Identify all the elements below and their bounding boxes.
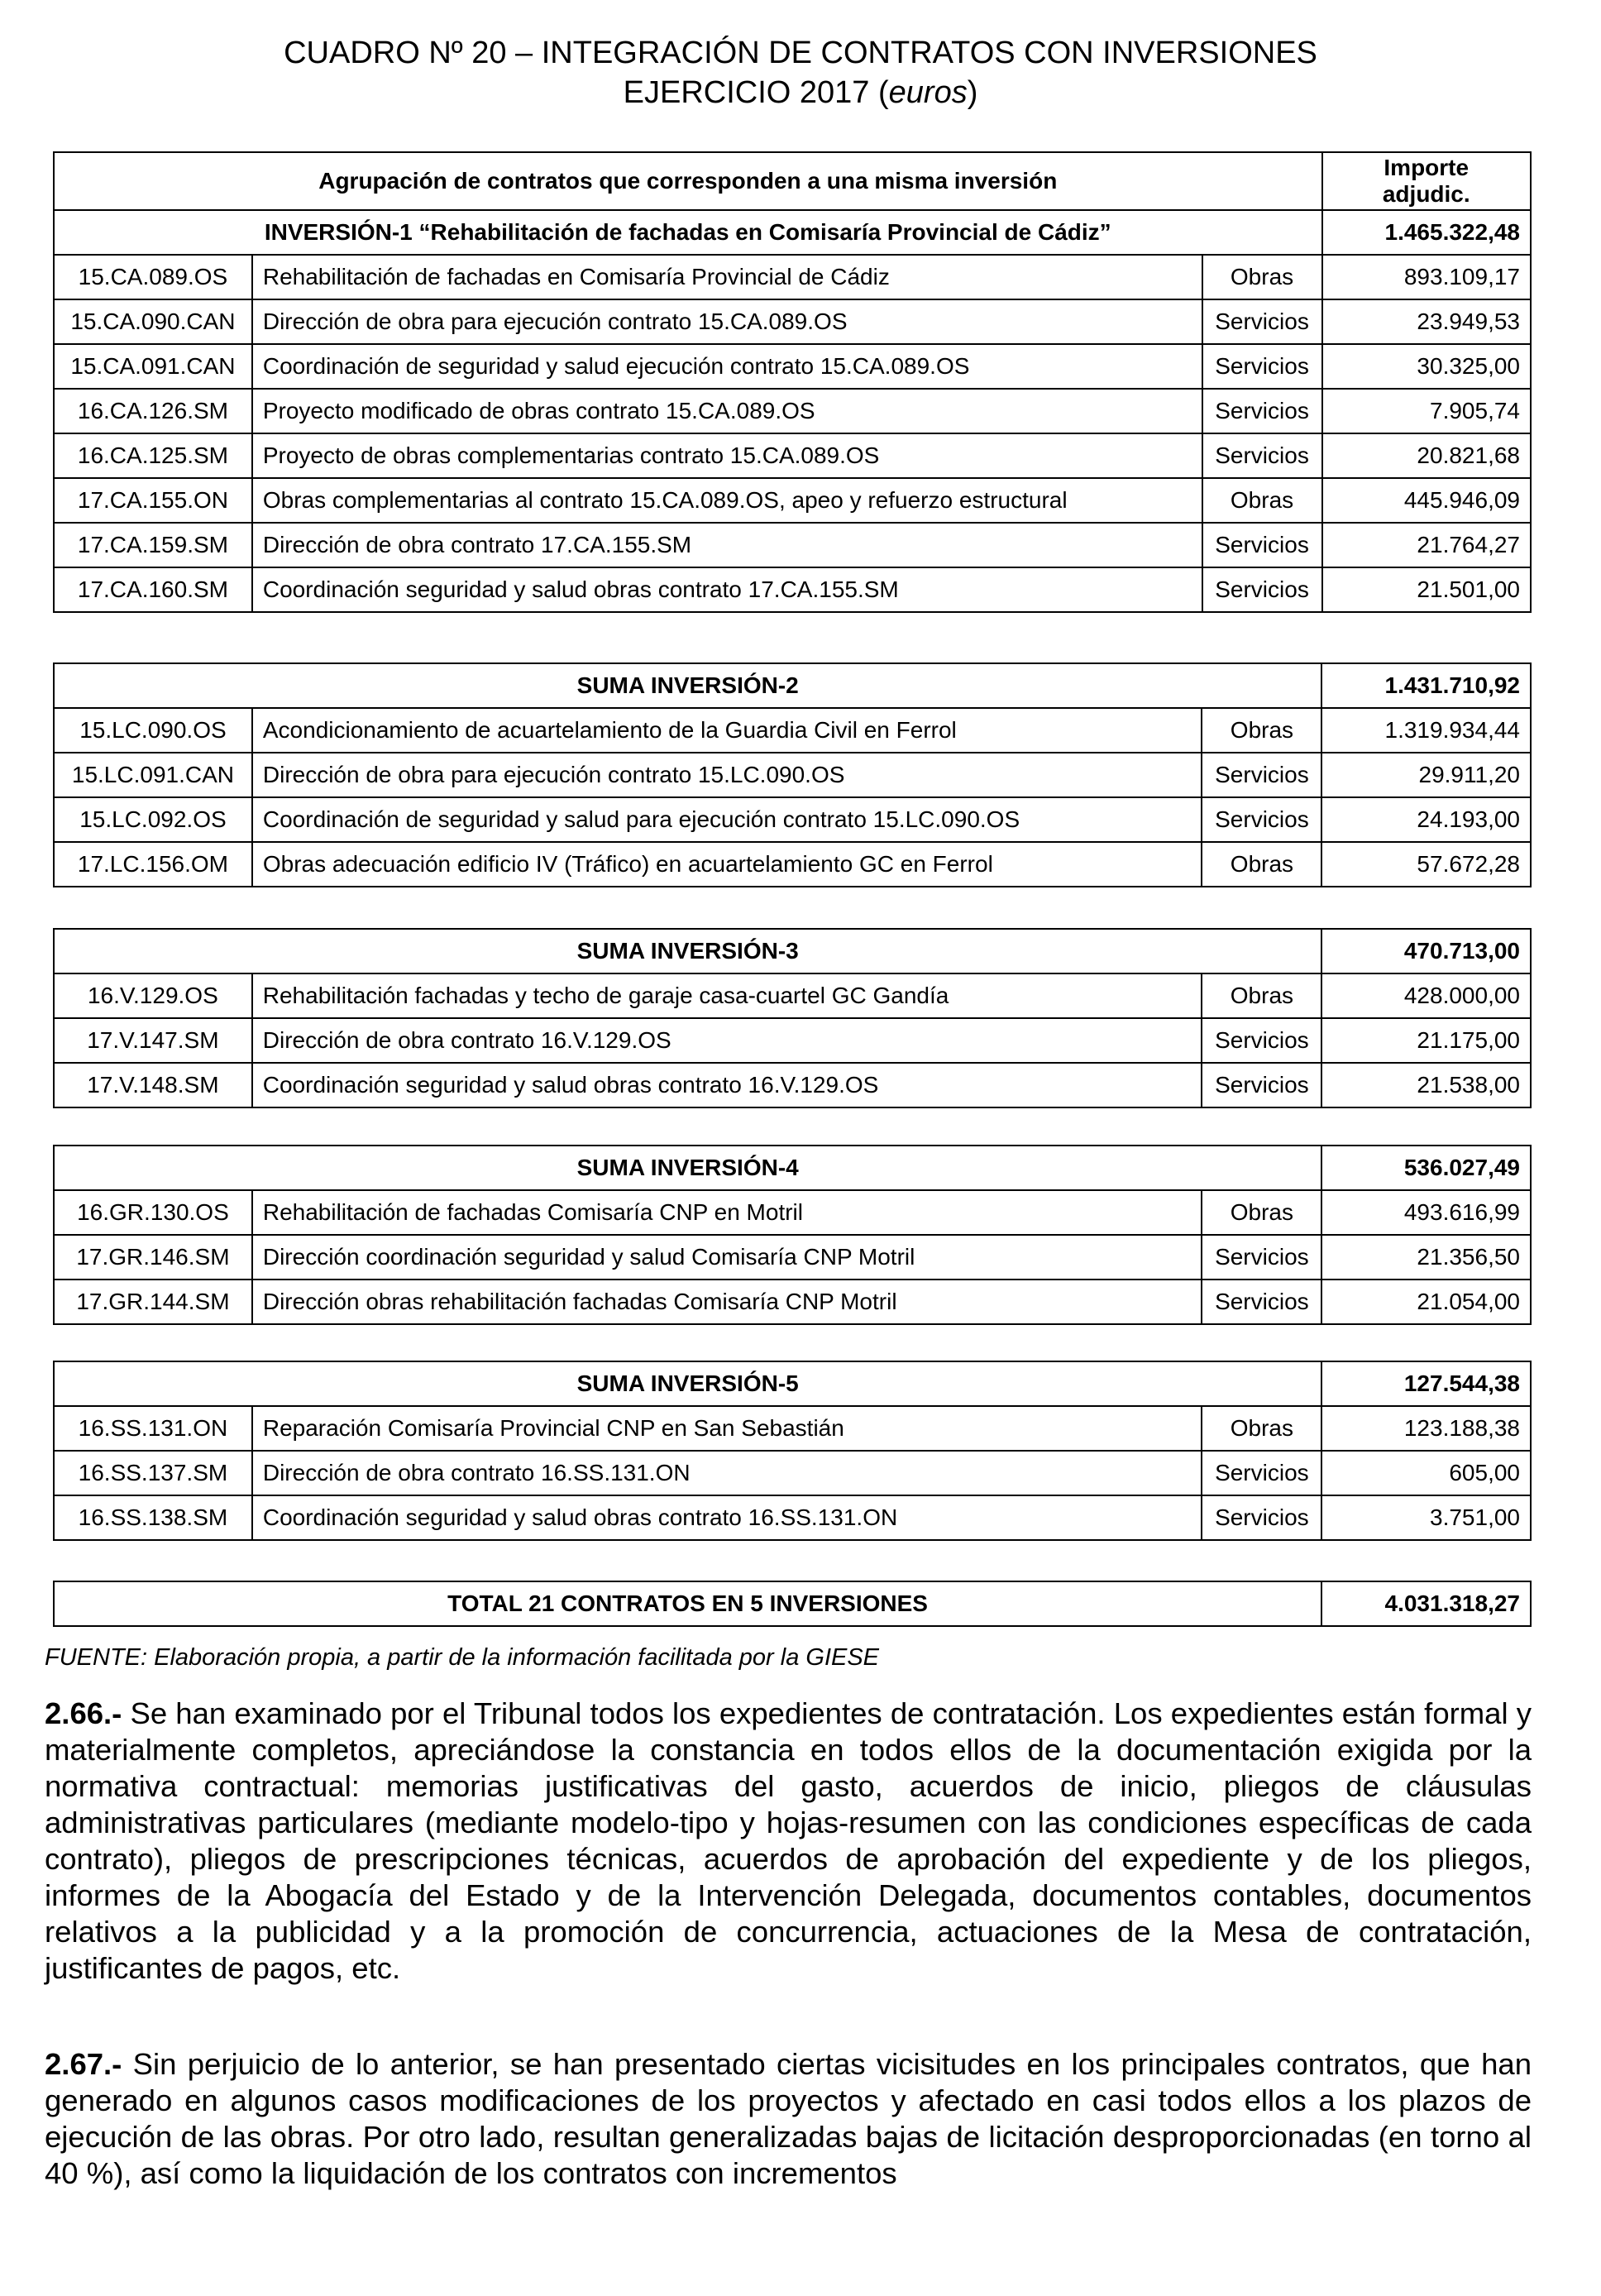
table-row [54,433,1531,478]
contract-code: 17.LC.156.OM [54,842,252,887]
group-total-row [54,929,1531,973]
title-line-2-italic: euros [888,75,968,110]
contract-code: 16.SS.131.ON [54,1406,252,1451]
contract-description: Coordinación de seguridad y salud para ejecución contrato 15.LC.090.OS [252,797,1202,842]
contract-description: Obras complementarias al contrato 15.CA.089.OS, apeo y refuerzo estructural [252,478,1202,523]
contract-code: 17.V.148.SM [54,1063,252,1107]
contract-amount: 21.501,00 [1322,567,1531,612]
group-total: 127.544,38 [1321,1361,1531,1406]
table-row [54,1190,1531,1235]
title-line-2 [0,73,1601,112]
table-row [54,842,1531,887]
contract-amount: 24.193,00 [1321,797,1531,842]
contract-code: 17.V.147.SM [54,1018,252,1063]
group-label: SUMA INVERSIÓN-4 [54,1146,1321,1190]
grand-total-row [54,1581,1531,1626]
contract-description: Dirección de obra para ejecución contrato 15.CA.089.OS [252,299,1202,344]
table-row [54,299,1531,344]
table-row [54,567,1531,612]
contract-amount: 23.949,53 [1322,299,1531,344]
title-line-2-prefix: EJERCICIO 2017 ( [623,75,889,110]
table-row [54,1406,1531,1451]
table-header-amount [1322,152,1531,210]
contract-description: Rehabilitación de fachadas Comisaría CNP en Motril [252,1190,1202,1235]
contract-type: Servicios [1202,1063,1321,1107]
contract-amount: 123.188,38 [1321,1406,1531,1451]
contract-amount: 21.175,00 [1321,1018,1531,1063]
contract-code: 16.CA.125.SM [54,433,252,478]
contract-description: Proyecto modificado de obras contrato 15.CA.089.OS [252,389,1202,433]
paragraph-2-66 [45,1696,1532,1987]
group-label: SUMA INVERSIÓN-5 [54,1361,1321,1406]
table-header-amount-line-1: Importe [1384,155,1470,180]
table-row [54,797,1531,842]
document-title [0,33,1601,112]
contract-description: Rehabilitación fachadas y techo de garaje casa-cuartel GC Gandía [252,973,1202,1018]
contract-description: Proyecto de obras complementarias contrato 15.CA.089.OS [252,433,1202,478]
contract-amount: 29.911,20 [1321,753,1531,797]
contract-code: 16.SS.138.SM [54,1495,252,1540]
group-total-row [54,1361,1531,1406]
table-row [54,708,1531,753]
contract-description: Reparación Comisaría Provincial CNP en San Sebastián [252,1406,1202,1451]
contract-description: Dirección obras rehabilitación fachadas Comisaría CNP Motril [252,1280,1202,1324]
contract-code: 17.GR.146.SM [54,1235,252,1280]
contract-amount: 30.325,00 [1322,344,1531,389]
table-header-amount-line-2: adjudic. [1382,181,1470,207]
table-row [54,255,1531,299]
contract-code: 15.LC.092.OS [54,797,252,842]
contract-amount: 20.821,68 [1322,433,1531,478]
table-row [54,523,1531,567]
contract-code: 16.SS.137.SM [54,1451,252,1495]
contract-description: Rehabilitación de fachadas en Comisaría Provincial de Cádiz [252,255,1202,299]
contract-code: 17.CA.159.SM [54,523,252,567]
contract-amount: 21.764,27 [1322,523,1531,567]
contract-amount: 7.905,74 [1322,389,1531,433]
contract-type: Obras [1202,842,1321,887]
grand-total-label: TOTAL 21 CONTRATOS EN 5 INVERSIONES [54,1581,1321,1626]
table-row [54,1063,1531,1107]
contract-type: Obras [1202,1190,1321,1235]
table-row [54,389,1531,433]
contract-code: 15.LC.091.CAN [54,753,252,797]
paragraph-2-67 [45,2046,1532,2192]
contract-type: Servicios [1202,753,1321,797]
contract-code: 15.CA.091.CAN [54,344,252,389]
group-total-row [54,1146,1531,1190]
contract-type: Servicios [1202,567,1322,612]
contract-description: Dirección de obra contrato 17.CA.155.SM [252,523,1202,567]
contract-type: Servicios [1202,1235,1321,1280]
contract-description: Coordinación seguridad y salud obras contrato 16.V.129.OS [252,1063,1202,1107]
group-total-row [54,663,1531,708]
contract-code: 16.CA.126.SM [54,389,252,433]
group-total: 470.713,00 [1321,929,1531,973]
table-header-row [54,152,1531,210]
contract-amount: 893.109,17 [1322,255,1531,299]
group-label: SUMA INVERSIÓN-2 [54,663,1321,708]
contract-type: Servicios [1202,1018,1321,1063]
contract-type: Obras [1202,973,1321,1018]
paragraph-number: 2.66.- [45,1696,122,1730]
contract-code: 16.V.129.OS [54,973,252,1018]
group-total-row [54,210,1531,255]
contract-code: 16.GR.130.OS [54,1190,252,1235]
contract-amount: 445.946,09 [1322,478,1531,523]
contract-type: Servicios [1202,299,1322,344]
contract-description: Dirección coordinación seguridad y salud Comisaría CNP Motril [252,1235,1202,1280]
table-row [54,478,1531,523]
contract-type: Servicios [1202,1451,1321,1495]
contract-type: Obras [1202,708,1321,753]
contract-amount: 57.672,28 [1321,842,1531,887]
contract-code: 17.CA.155.ON [54,478,252,523]
table-row [54,344,1531,389]
contract-type: Obras [1202,478,1322,523]
contract-description: Dirección de obra contrato 16.V.129.OS [252,1018,1202,1063]
grand-total-amount: 4.031.318,27 [1321,1581,1531,1626]
contract-amount: 493.616,99 [1321,1190,1531,1235]
contract-code: 15.CA.089.OS [54,255,252,299]
contract-description: Coordinación de seguridad y salud ejecución contrato 15.CA.089.OS [252,344,1202,389]
contract-type: Servicios [1202,797,1321,842]
contract-type: Servicios [1202,1495,1321,1540]
contract-type: Obras [1202,255,1322,299]
paragraph-text: Sin perjuicio de lo anterior, se han presentado ciertas vicisitudes en los principales contratos, que han generado en algunos casos modificaciones de los proyectos y afectado en casi todos ellos a los plazos de ejecución de las obras. Por otro lado, resultan generalizadas bajas de licitación desproporcionadas (en torno al 40 %), así como la liquidación de los contratos con incrementos [45,2047,1532,2190]
group-label: SUMA INVERSIÓN-3 [54,929,1321,973]
table-row [54,973,1531,1018]
contract-amount: 605,00 [1321,1451,1531,1495]
table-row [54,1451,1531,1495]
contract-code: 15.CA.090.CAN [54,299,252,344]
group-total: 536.027,49 [1321,1146,1531,1190]
contract-type: Obras [1202,1406,1321,1451]
contract-type: Servicios [1202,389,1322,433]
group-total: 1.431.710,92 [1321,663,1531,708]
contract-description: Coordinación seguridad y salud obras contrato 16.SS.131.ON [252,1495,1202,1540]
table-row [54,1280,1531,1324]
contract-amount: 21.356,50 [1321,1235,1531,1280]
group-total: 1.465.322,48 [1322,210,1531,255]
table-row [54,1495,1531,1540]
contract-amount: 21.538,00 [1321,1063,1531,1107]
contract-code: 17.CA.160.SM [54,567,252,612]
title-line-1: CUADRO Nº 20 – INTEGRACIÓN DE CONTRATOS CON INVERSIONES [284,36,1317,70]
contract-code: 15.LC.090.OS [54,708,252,753]
contract-amount: 3.751,00 [1321,1495,1531,1540]
contract-amount: 1.319.934,44 [1321,708,1531,753]
contract-description: Dirección de obra contrato 16.SS.131.ON [252,1451,1202,1495]
table-row [54,753,1531,797]
contract-description: Coordinación seguridad y salud obras contrato 17.CA.155.SM [252,567,1202,612]
group-label: INVERSIÓN-1 “Rehabilitación de fachadas en Comisaría Provincial de Cádiz” [54,210,1322,255]
investment-table-5 [53,1361,1532,1541]
table-row [54,1018,1531,1063]
source-note: FUENTE: Elaboración propia, a partir de la información facilitada por la GIESE [45,1644,880,1671]
table-row [54,1235,1531,1280]
contract-amount: 428.000,00 [1321,973,1531,1018]
paragraph-text: Se han examinado por el Tribunal todos los expedientes de contratación. Los expedientes están formal y materialmente completos, apreciándose la constancia en todos ellos de la documentación exigida por la normativa contractual: memorias justificativas del gasto, acuerdos de inicio, pliegos de cláusulas administrativas particulares (mediante modelo-tipo y hojas-resumen con las condiciones específicas de cada contrato), pliegos de prescripciones técnicas, acuerdos de aprobación del expediente y de los pliegos, informes de la Abogacía del Estado y de la Intervención Delegada, documentos contables, documentos relativos a la publicidad y a la promoción de concurrencia, actuaciones de la Mesa de contratación, justificantes de pagos, etc. [45,1696,1532,1985]
contract-type: Servicios [1202,344,1322,389]
title-line-2-suffix: ) [967,75,978,110]
contract-type: Servicios [1202,1280,1321,1324]
contract-description: Dirección de obra para ejecución contrato 15.LC.090.OS [252,753,1202,797]
investment-table-4 [53,1145,1532,1325]
investment-table-2 [53,662,1532,887]
paragraph-number: 2.67.- [45,2047,122,2081]
investment-table-1 [53,151,1532,613]
contract-amount: 21.054,00 [1321,1280,1531,1324]
grand-total-table [53,1581,1532,1627]
contract-description: Obras adecuación edificio IV (Tráfico) en acuartelamiento GC en Ferrol [252,842,1202,887]
contract-code: 17.GR.144.SM [54,1280,252,1324]
table-header-group-label: Agrupación de contratos que corresponden a una misma inversión [54,152,1322,210]
contract-type: Servicios [1202,433,1322,478]
contract-type: Servicios [1202,523,1322,567]
investment-table-3 [53,928,1532,1108]
contract-description: Acondicionamiento de acuartelamiento de la Guardia Civil en Ferrol [252,708,1202,753]
